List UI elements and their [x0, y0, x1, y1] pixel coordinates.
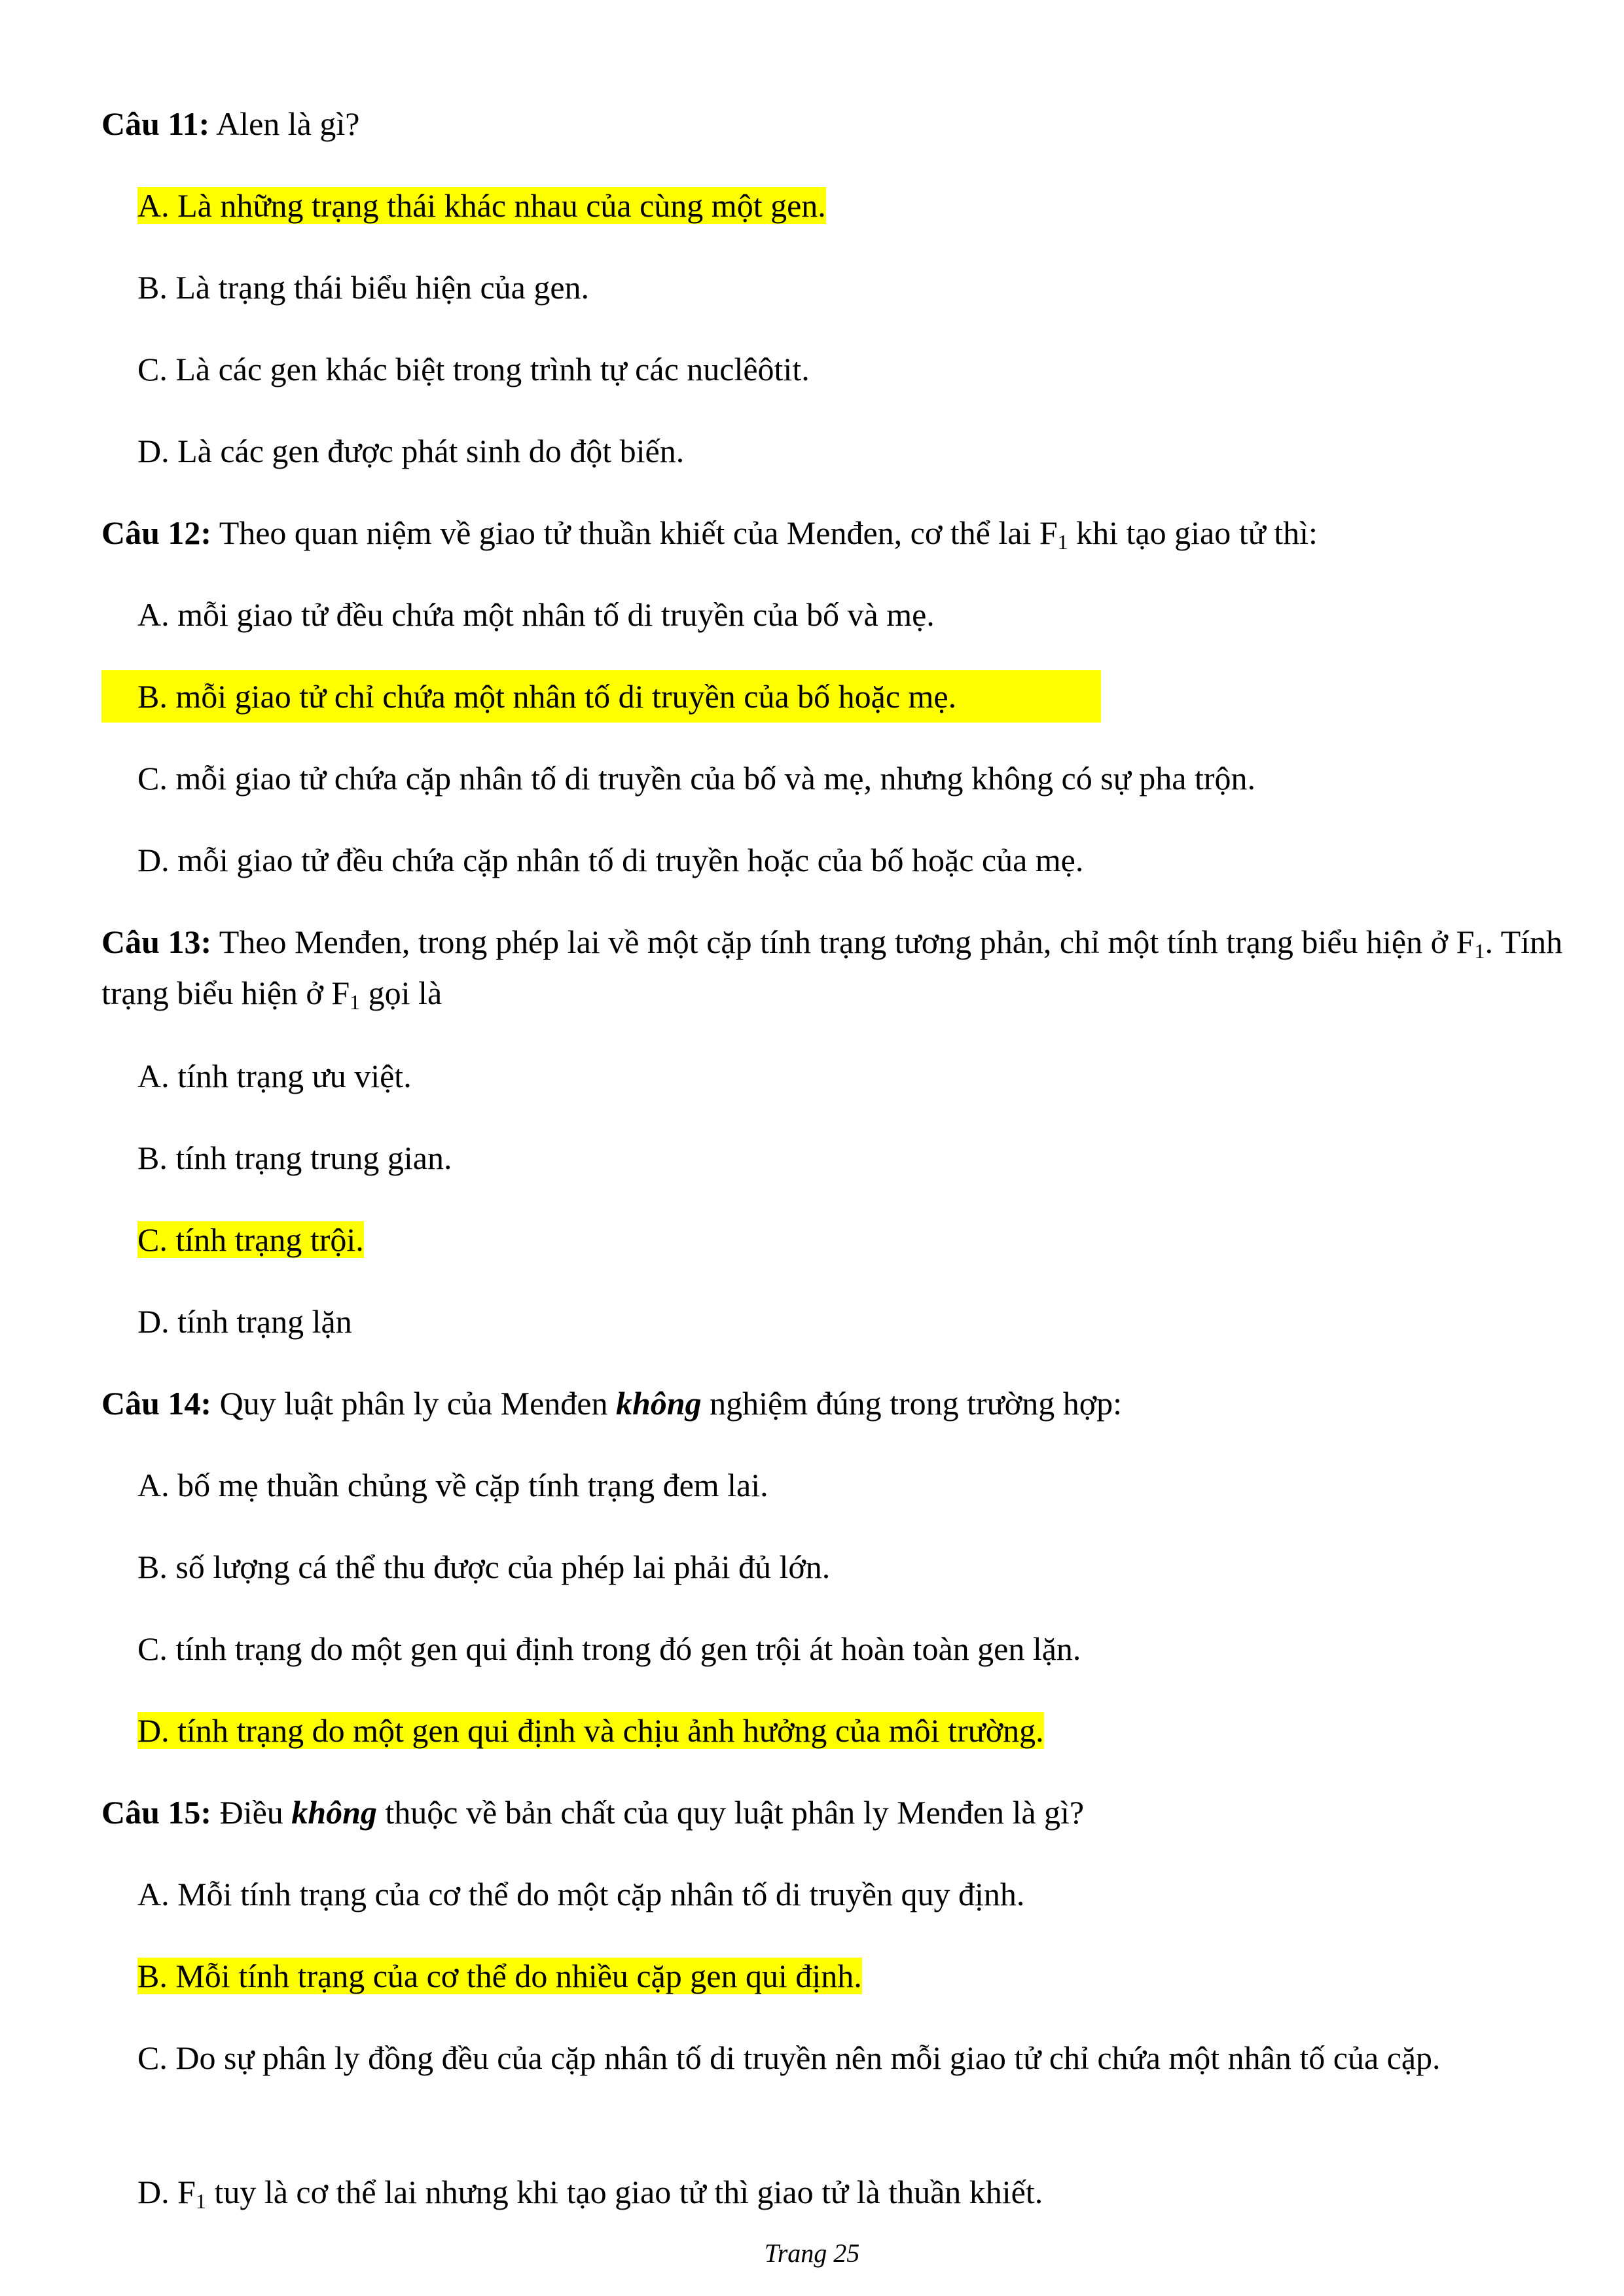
question-number: Câu 15:: [101, 1794, 212, 1831]
answer-highlight: B. mỗi giao tử chỉ chứa một nhân tố di truyền của bố hoặc mẹ.: [137, 678, 957, 715]
question-text: gọi là: [360, 975, 442, 1011]
option-11-b: B. Là trạng thái biểu hiện của gen.: [137, 269, 590, 306]
question-11: [101, 98, 1562, 149]
option-12-b: [137, 671, 1562, 722]
question-12: [101, 507, 1562, 558]
subscript: 1: [1057, 530, 1068, 554]
option-12-c: C. mỗi giao tử chứa cặp nhân tố di truyền của bố và mẹ, nhưng không có sự pha trộn.: [137, 760, 1256, 797]
emphasis-khong: không: [291, 1794, 377, 1831]
option-12-d: D. mỗi giao tử đều chứa cặp nhân tố di truyền hoặc của bố hoặc của mẹ.: [137, 842, 1084, 878]
page-footer: Trang 25: [764, 2238, 860, 2268]
question-text: Theo quan niệm về giao tử thuần khiết của Menđen, cơ thể lai F: [219, 514, 1058, 551]
question-text: Alen là gì?: [216, 105, 360, 142]
option-13-a: A. tính trạng ưu việt.: [137, 1058, 412, 1094]
question-text: nghiệm đúng trong trường hợp:: [710, 1385, 1123, 1422]
question-text: Quy luật phân ly của Menđen: [219, 1385, 608, 1422]
option-11-a: [137, 180, 1562, 231]
question-text: . Tính trạng biểu hiện ở F: [101, 924, 1562, 1011]
answer-highlight: C. tính trạng trội.: [137, 1221, 364, 1258]
option-text: C. Do sự phân ly đồng đều của cặp nhân tố di truyền nên mỗi giao tử chỉ chứa một nhân tố của cặp.: [137, 2039, 1441, 2076]
emphasis-khong: không: [615, 1385, 702, 1422]
answer-highlight: B. Mỗi tính trạng của cơ thể do nhiều cặp gen qui định.: [137, 1958, 862, 1994]
option-15-d: [137, 2166, 1562, 2217]
option-13-d: D. tính trạng lặn: [137, 1303, 352, 1340]
option-11-d: D. Là các gen được phát sinh do đột biến.: [137, 433, 685, 469]
answer-highlight: D. tính trạng do một gen qui định và chịu ảnh hưởng của môi trường.: [137, 1712, 1044, 1749]
question-text: Điều: [219, 1794, 283, 1831]
question-number: Câu 12:: [101, 514, 212, 551]
question-text: Theo Menđen, trong phép lai về một cặp tính trạng tương phản, chỉ một tính trạng biểu hiện ở F: [219, 924, 1475, 960]
question-13: [101, 916, 1562, 1018]
option-text: D. F: [137, 2174, 196, 2210]
option-15-b: [137, 1950, 1562, 2001]
option-14-b: B. số lượng cá thể thu được của phép lai phải đủ lớn.: [137, 1549, 831, 1585]
question-text: thuộc về bản chất của quy luật phân ly Menđen là gì?: [385, 1794, 1085, 1831]
option-13-c: [137, 1214, 1562, 1265]
subscript: 1: [1474, 939, 1485, 963]
option-11-c: C. Là các gen khác biệt trong trình tự các nuclêôtit.: [137, 351, 810, 387]
option-15-a: A. Mỗi tính trạng của cơ thể do một cặp nhân tố di truyền quy định.: [137, 1876, 1025, 1912]
option-14-a: A. bố mẹ thuần chủng về cặp tính trạng đem lai.: [137, 1467, 768, 1503]
option-13-b: B. tính trạng trung gian.: [137, 1139, 452, 1176]
question-number: Câu 14:: [101, 1385, 212, 1422]
subscript: 1: [350, 990, 361, 1014]
option-15-c: [101, 2032, 1562, 2083]
question-14: [101, 1378, 1562, 1429]
option-14-c: C. tính trạng do một gen qui định trong đó gen trội át hoàn toàn gen lặn.: [137, 1630, 1081, 1667]
question-number: Câu 13:: [101, 924, 212, 960]
option-12-a: A. mỗi giao tử đều chứa một nhân tố di truyền của bố và mẹ.: [137, 596, 935, 633]
question-text: khi tạo giao tử thì:: [1068, 514, 1318, 551]
question-15: [101, 1787, 1562, 1838]
answer-highlight: A. Là những trạng thái khác nhau của cùng một gen.: [137, 187, 826, 224]
option-14-d: [137, 1705, 1562, 1756]
subscript: 1: [195, 2189, 206, 2213]
question-number: Câu 11:: [101, 105, 210, 142]
option-text: tuy là cơ thể lai nhưng khi tạo giao tử thì giao tử là thuần khiết.: [206, 2174, 1043, 2210]
